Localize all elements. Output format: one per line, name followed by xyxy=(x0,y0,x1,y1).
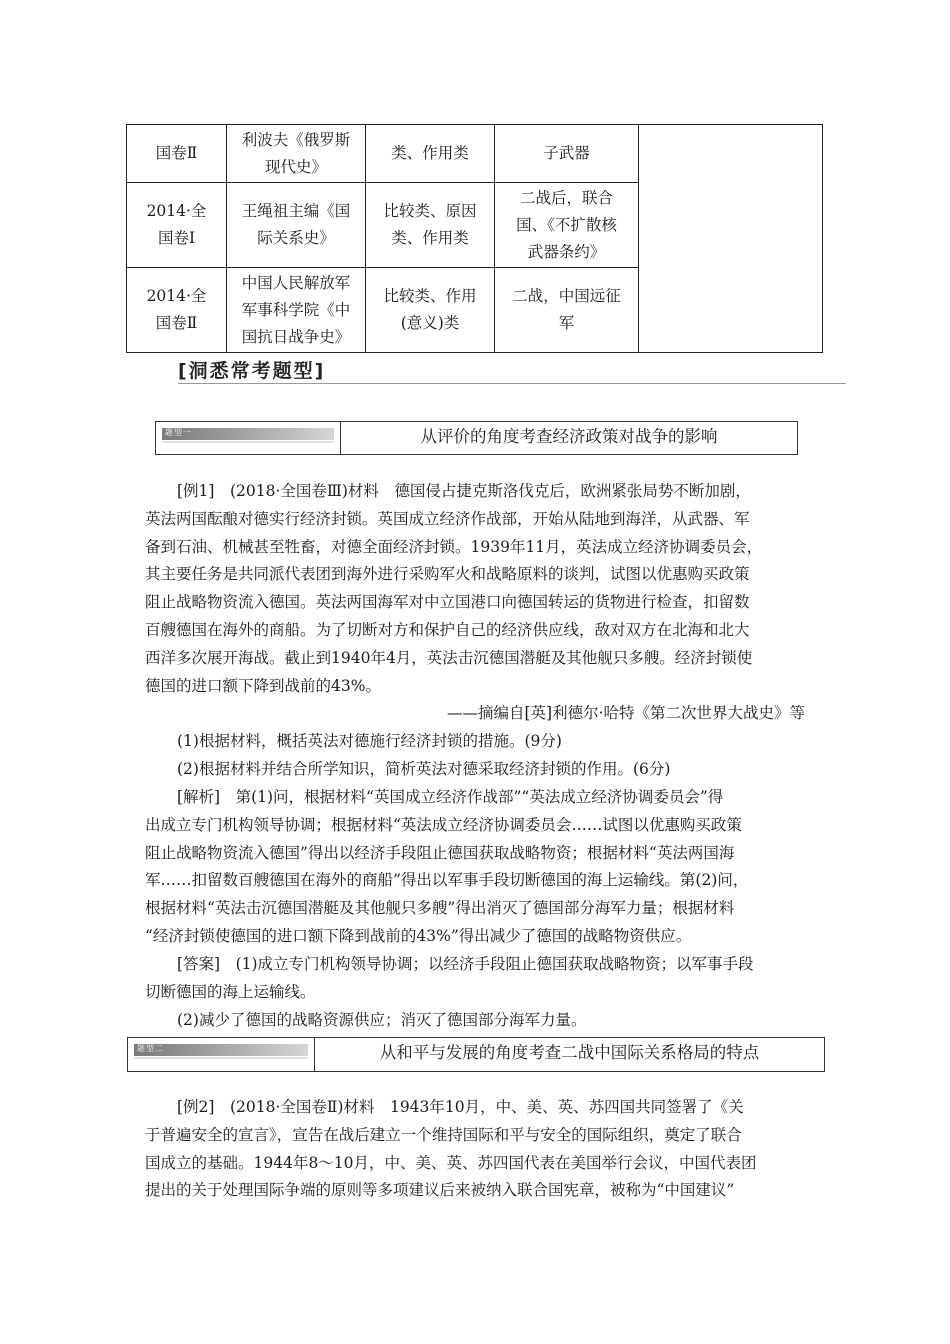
topic-tag-badge xyxy=(156,422,341,454)
topic-box-1 xyxy=(155,421,798,455)
example-2-material: [例2] (2018·全国卷Ⅱ)材料 1943年10月，中、美、英、苏四国共同签署了《关 于普遍安全的宣言》，宣告在战后建立一个维持国际和平与安全的国际组织，奠定了联合 国成立的基础。1944年8～10月，中、美、英、苏四国代表在美国举行会议，中国代表团 提出的关于处理国际争端的原则等多项建议后来被纳入联合国宪章，被称为“中国建议” xyxy=(145,1098,757,1200)
exam-cell: 2014·全 国卷Ⅱ xyxy=(127,268,227,353)
example-1-analysis: [解析] 第(1)问，根据材料“英国成立经济作战部”“英法成立经济协调委员会”得 出成立专门机构领导协调；根据材料“英法成立经济协调委员会……试图以优惠购买政策 阻止战略物资流入德国”得出以经济手段阻止德国获取战略物资；根据材料“英法两国海 军……扣留数百艘德国在海外的商船”得出以军事手段切断德国的海上运输线。第(2)问， 根据材料“英法击沉德国潜艇及其他舰只多艘”得出消灭了德国部分海军力量；根据材料 “经济封锁使德国的进口额下降到战前的43%”得出减少了德国的战略物资供应。 xyxy=(145,788,749,945)
topic-box-2 xyxy=(127,1037,825,1072)
section-divider xyxy=(178,383,846,384)
source-cell: 王绳祖主编《国 际关系史》 xyxy=(227,183,366,268)
topic-tag-badge xyxy=(128,1038,315,1071)
example-1-material: [例1] (2018·全国卷Ⅲ)材料 德国侵占捷克斯洛伐克后，欧洲紧张局势不断加剧， 英法两国酝酿对德实行经济封锁。英国成立经济作战部，开始从陆地到海洋，从武器、军 备到石油、机械甚至牲畜，对德全面经济封锁。1939年11月，英法成立经济协调委员会， 其主要任务是共同派代表团到海外进行采购军火和战略原料的谈判，试图以优惠购买政策 阻止战略物资流入德国。英法两国海军对中立国港口向德国转运的货物进行检查，扣留数 百艘德国在海外的商船。为了切断对方和保护自己的经济供应线，敌对双方在北海和北大 西洋多次展开海战。截止到1940年4月，英法击沉德国潜艇及其他舰只多艘。经济封锁使 德国的进口额下降到战前的43%。 ——摘编自[英]利德尔·哈特《第二次世界大战史》等 (1)根据材料，概括英法对德施行经济封锁的措施。(9分) (2)根据材料并结合所学知识，简析英法对德采取经济封锁的作用。(6分) xyxy=(145,478,825,784)
table-row xyxy=(127,125,823,183)
question-1: (1)根据材料，概括英法对德施行经济封锁的措施。(9分) xyxy=(177,732,562,751)
question-2: (2)根据材料并结合所学知识，简析英法对德采取经济封锁的作用。(6分) xyxy=(177,759,671,778)
topic-tag-label: 题型二 xyxy=(137,1044,164,1053)
content-cell: 子武器 xyxy=(495,125,639,183)
sources-table xyxy=(126,124,823,353)
example-1-answer: [答案] (1)成立专门机构领导协调；以经济手段阻止德国获取战略物资；以军事手段 切断德国的海上运输线。 (2)减少了德国的战略资源供应；消灭了德国部分海军力量。 xyxy=(145,955,754,1029)
type-cell: 比较类、作用 (意义)类 xyxy=(366,268,495,353)
exam-cell: 2014·全 国卷Ⅰ xyxy=(127,183,227,268)
topic-title: 从和平与发展的角度考查二战中国际关系格局的特点 xyxy=(379,1043,760,1062)
source-cell: 利波夫《俄罗斯 现代史》 xyxy=(227,125,366,183)
topic-tag-label: 题型一 xyxy=(165,428,192,437)
section-heading: [洞悉常考题型] xyxy=(178,360,326,382)
blank-cell xyxy=(639,125,823,353)
type-cell: 比较类、原因 类、作用类 xyxy=(366,183,495,268)
exam-cell: 国卷Ⅱ xyxy=(127,125,227,183)
type-cell: 类、作用类 xyxy=(366,125,495,183)
topic-title: 从评价的角度考查经济政策对战争的影响 xyxy=(420,427,718,446)
citation: ——摘编自[英]利德尔·哈特《第二次世界大战史》等 xyxy=(446,704,805,723)
source-cell: 中国人民解放军 军事科学院《中 国抗日战争史》 xyxy=(227,268,366,353)
content-cell: 二战，中国远征 军 xyxy=(495,268,639,353)
content-cell: 二战后，联合 国、《不扩散核 武器条约》 xyxy=(495,183,639,268)
